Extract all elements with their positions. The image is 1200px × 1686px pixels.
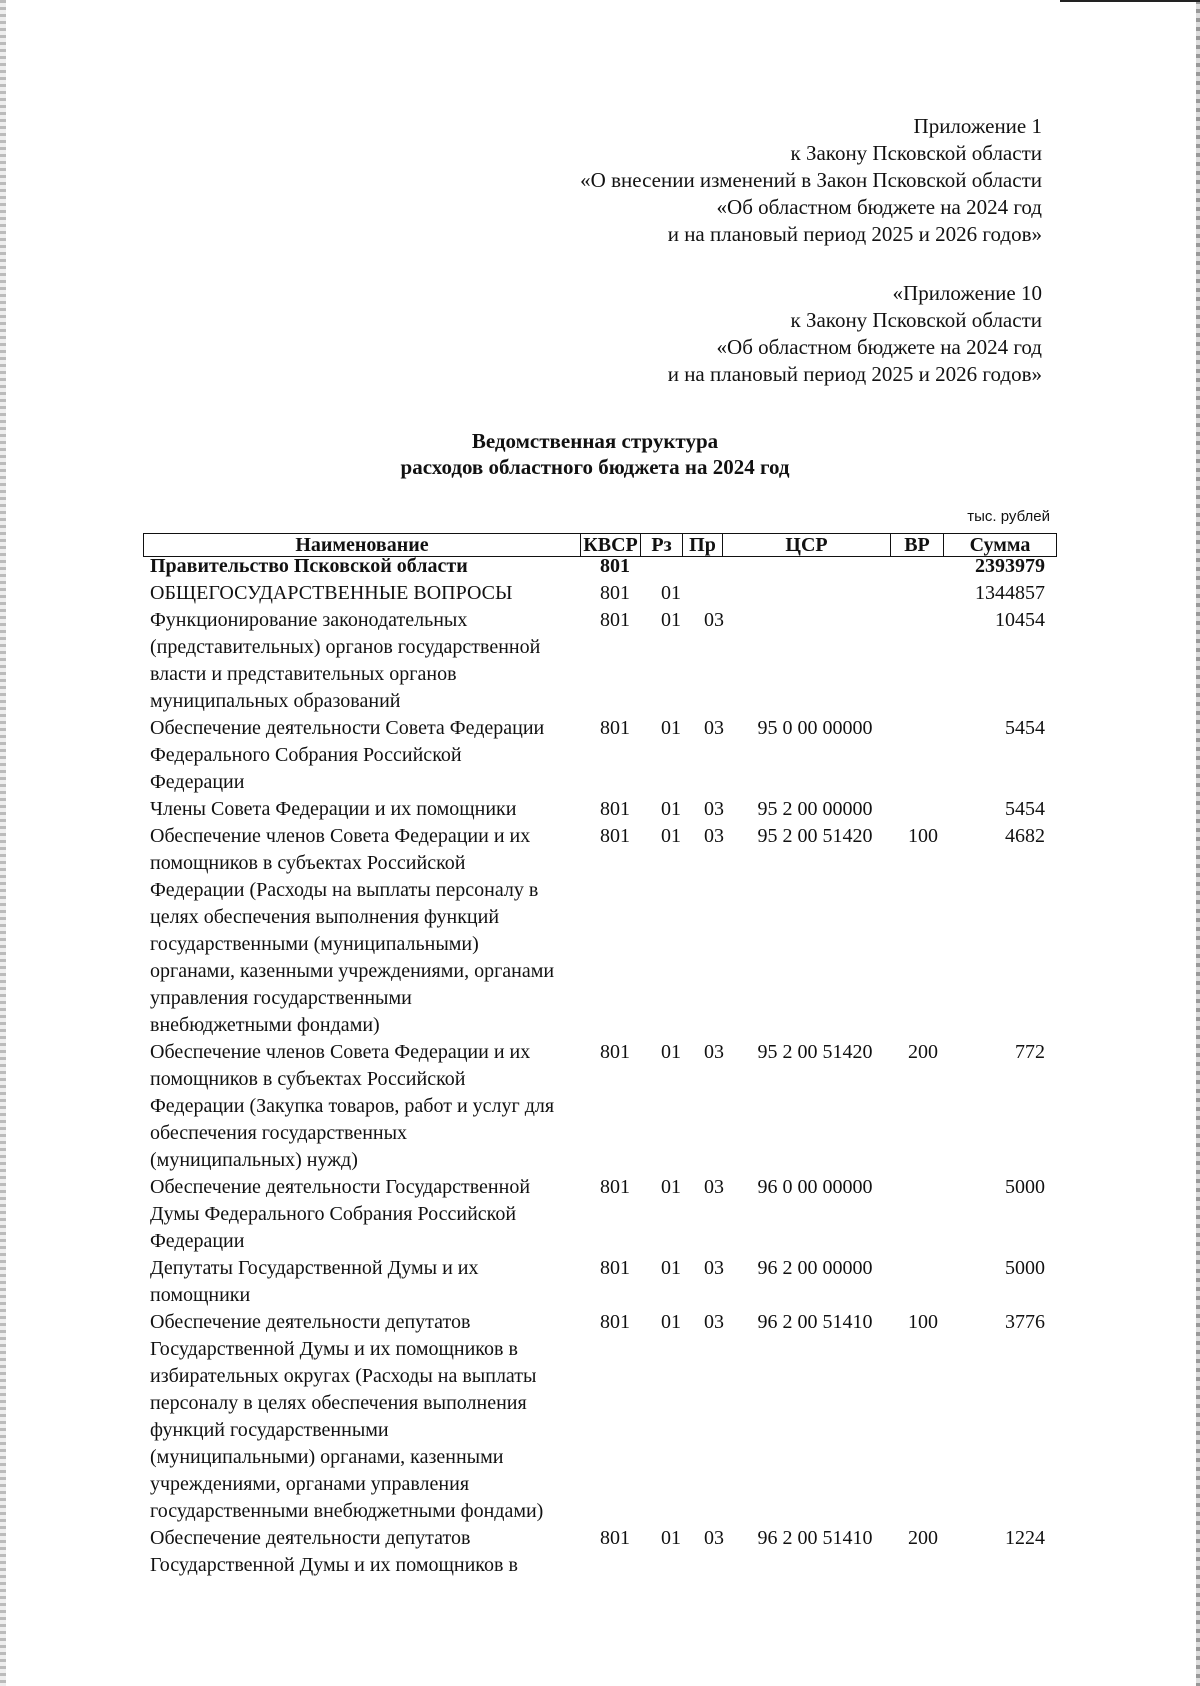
cell-name [150,553,580,580]
cell-pr: 03 [704,825,724,847]
cell-name [150,1174,580,1255]
name-line: учреждениями, органами управления [150,1473,470,1495]
scan-edge-right [1196,0,1200,1686]
cell-name [150,580,580,607]
name-line: Депутаты Государственной Думы и их [150,1257,479,1279]
cell-vr [894,580,952,607]
cell-csr: 95 2 00 51420 [757,1041,873,1063]
name-line: Федерации (Расходы на выплаты персоналу в [150,879,539,901]
name-line: Государственной Думы и их помощников в [150,1338,518,1360]
cell-pr: 03 [704,1176,724,1198]
annex-line: к Закону Псковской области [790,141,1042,165]
cell-rz [650,553,692,580]
name-line: Правительство Псковской области [150,555,468,577]
cell-vr: 100 [908,825,938,847]
name-line: Обеспечение деятельности депутатов [150,1527,471,1549]
header-rz: Рз [641,534,683,556]
cell-rz: 01 [661,1176,681,1198]
cell-pr: 03 [704,1527,724,1549]
table-body [150,553,1045,1579]
cell-csr [736,580,894,607]
cell-sum: 10454 [995,609,1045,631]
cell-name [150,607,580,715]
cell-vr: 200 [908,1041,938,1063]
header-pr: Пр [683,534,723,556]
cell-csr [736,607,894,715]
cell-sum: 5000 [1005,1176,1045,1198]
name-line: избирательных округах (Расходы на выплаты [150,1365,537,1387]
cell-csr [736,553,894,580]
cell-rz: 01 [661,717,681,739]
cell-csr: 95 2 00 51420 [757,825,873,847]
cell-kvsr: 801 [600,555,630,577]
name-line: органами, казенными учреждениями, органами [150,960,555,982]
cell-sum: 1344857 [975,582,1045,604]
cell-pr: 03 [704,1257,724,1279]
cell-kvsr: 801 [600,582,630,604]
name-line: Обеспечение деятельности Совета Федерации [150,717,545,739]
table-row [150,715,1045,796]
name-line: функций государственными [150,1419,389,1441]
annex-line: Приложение 1 [913,114,1042,138]
cell-csr: 96 0 00 00000 [757,1176,873,1198]
cell-vr [894,607,952,715]
document-title [0,428,1190,480]
header-vr: ВР [891,534,944,556]
table-row [150,823,1045,1039]
cell-name [150,715,580,796]
cell-sum: 5000 [1005,1257,1045,1279]
cell-rz: 01 [661,1311,681,1333]
header-kvsr: КВСР [581,534,641,556]
table-row [150,796,1045,823]
table-row [150,607,1045,715]
name-line: Обеспечение деятельности депутатов [150,1311,471,1333]
cell-sum: 5454 [1005,717,1045,739]
name-line: помощники [150,1284,251,1306]
cell-kvsr: 801 [600,1257,630,1279]
cell-pr: 03 [704,1041,724,1063]
cell-vr [894,1174,952,1255]
cell-kvsr: 801 [600,1041,630,1063]
name-line: (муниципальных) нужд) [150,1149,358,1171]
cell-rz: 01 [661,582,681,604]
cell-kvsr: 801 [600,1527,630,1549]
cell-rz: 01 [661,825,681,847]
scan-top-line [1060,0,1200,2]
cell-rz: 01 [661,609,681,631]
cell-vr [894,553,952,580]
cell-pr: 03 [704,609,724,631]
table-row [150,1255,1045,1309]
name-line: (представительных) органов государственной [150,636,541,658]
cell-csr: 95 0 00 00000 [757,717,873,739]
scan-edge-left [0,0,6,1686]
annex-line: «О внесении изменений в Закон Псковской области [580,168,1042,192]
cell-rz: 01 [661,798,681,820]
annex-line: и на плановый период 2025 и 2026 годов» [667,362,1042,386]
name-line: Члены Совета Федерации и их помощники [150,798,517,820]
name-line: власти и представительных органов [150,663,457,685]
cell-name [150,1525,580,1579]
name-line: Федерации [150,771,245,793]
annex-line: «Приложение 10 [892,281,1042,305]
cell-kvsr: 801 [600,609,630,631]
table-row [150,1174,1045,1255]
name-line: обеспечения государственных [150,1122,408,1144]
cell-rz: 01 [661,1527,681,1549]
cell-kvsr: 801 [600,798,630,820]
cell-vr: 100 [908,1311,938,1333]
annex-1-header [580,113,1042,248]
table-row [150,553,1045,580]
name-line: Обеспечение членов Совета Федерации и их [150,1041,531,1063]
units-label: тыс. рублей [967,508,1050,525]
name-line: персоналу в целях обеспечения выполнения [150,1392,527,1414]
name-line: муниципальных образований [150,690,401,712]
name-line: Федерации (Закупка товаров, работ и услуг для [150,1095,555,1117]
name-line: ОБЩЕГОСУДАРСТВЕННЫЕ ВОПРОСЫ [150,582,513,604]
cell-csr: 96 2 00 51410 [757,1311,873,1333]
cell-name [150,796,580,823]
cell-kvsr: 801 [600,1176,630,1198]
annex-line: «Об областном бюджете на 2024 год [716,335,1042,359]
name-line: внебюджетными фондами) [150,1014,380,1036]
table-row [150,1309,1045,1525]
cell-name [150,1309,580,1525]
name-line: государственными (муниципальными) [150,933,479,955]
cell-pr [692,580,736,607]
header-name: Наименование [144,534,581,556]
name-line: Обеспечение деятельности Государственной [150,1176,531,1198]
cell-sum: 2393979 [975,555,1045,577]
name-line: Государственной Думы и их помощников в [150,1554,518,1576]
header-sum: Сумма [969,534,1031,556]
cell-kvsr: 801 [600,717,630,739]
cell-csr: 96 2 00 51410 [757,1527,873,1549]
cell-pr: 03 [704,717,724,739]
cell-vr [894,715,952,796]
cell-rz: 01 [661,1257,681,1279]
table-row [150,1525,1045,1579]
annex-line: и на плановый период 2025 и 2026 годов» [667,222,1042,246]
cell-pr: 03 [704,798,724,820]
cell-sum: 1224 [1005,1527,1045,1549]
cell-sum: 772 [1015,1041,1045,1063]
cell-csr: 96 2 00 00000 [757,1257,873,1279]
name-line: государственными внебюджетными фондами) [150,1500,544,1522]
title-line: Ведомственная структура [471,429,719,453]
cell-name [150,1039,580,1174]
name-line: управления государственными [150,987,412,1009]
table-row [150,1039,1045,1174]
name-line: целях обеспечения выполнения функций [150,906,500,928]
cell-name [150,823,580,1039]
table-row [150,580,1045,607]
cell-kvsr: 801 [600,1311,630,1333]
cell-kvsr: 801 [600,825,630,847]
cell-rz: 01 [661,1041,681,1063]
cell-pr: 03 [704,1311,724,1333]
name-line: Федерального Собрания Российской [150,744,462,766]
annex-10-header [668,280,1042,388]
header-csr: ЦСР [723,534,891,556]
cell-pr [692,553,736,580]
name-line: (муниципальными) органами, казенными [150,1446,504,1468]
annex-line: к Закону Псковской области [790,308,1042,332]
cell-name [150,1255,580,1309]
name-line: Думы Федерального Собрания Российской [150,1203,517,1225]
cell-vr [894,796,952,823]
cell-sum: 3776 [1005,1311,1045,1333]
annex-line: «Об областном бюджете на 2024 год [716,195,1042,219]
cell-vr [894,1255,952,1309]
title-line: расходов областного бюджета на 2024 год [400,455,790,479]
cell-csr: 95 2 00 00000 [757,798,873,820]
name-line: Обеспечение членов Совета Федерации и их [150,825,531,847]
cell-vr: 200 [908,1527,938,1549]
name-line: Функционирование законодательных [150,609,468,631]
name-line: помощников в субъектах Российской [150,852,466,874]
cell-sum: 4682 [1005,825,1045,847]
name-line: помощников в субъектах Российской [150,1068,466,1090]
name-line: Федерации [150,1230,245,1252]
cell-sum: 5454 [1005,798,1045,820]
